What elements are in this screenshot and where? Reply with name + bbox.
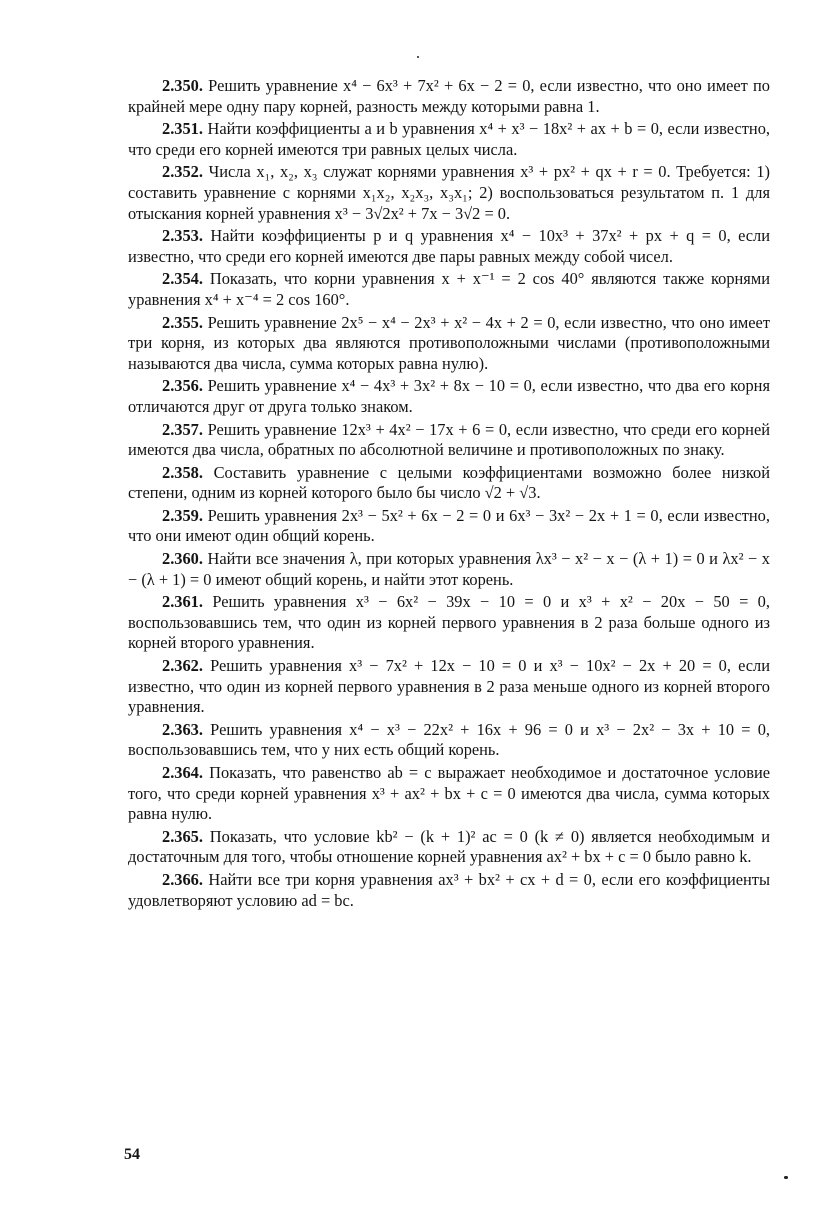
problem-number: 2.355. [162,312,203,332]
problem-list [128,76,770,911]
problem-number: 2.353. [162,226,203,246]
problem-text: Показать, что условие kb² − (k + 1)² ac = 0 (k ≠ 0) является необходимым и достаточным для того, чтобы отношение корней уравнения ax² + bx + c = 0 было равно k. [128,826,770,867]
problem-2-359 [128,506,770,547]
problem-number: 2.358. [162,462,203,482]
problem-2-353 [128,226,770,267]
page-number: 54 [124,1146,140,1163]
problem-text: Показать, что корни уравнения x + x⁻¹ = 2 cos 40° являются также корнями уравнения x⁴ + x⁻⁴ = 2 cos 160°. [128,269,770,309]
problem-text: Решить уравнение x⁴ − 4x³ + 3x² + 8x − 10 = 0, если известно, что два его корня отличаются друг от друга только знаком. [128,376,770,416]
problem-number: 2.364. [162,763,203,782]
problem-2-350 [128,76,770,117]
problem-text: Решить уравнения x³ − 6x² − 39x − 10 = 0 и x³ + x² − 20x − 50 = 0, воспользовавшись тем, что один из корней первого уравнения в 2 раза больше одного из корней второго уравнения. [128,592,770,653]
problem-2-357 [128,420,770,461]
problem-number: 2.362. [162,656,203,676]
problem-text: Решить уравнения x⁴ − x³ − 22x² + 16x + 96 = 0 и x³ − 2x² − 3x + 10 = 0, воспользовавшись тем, что у них есть общий корень. [128,719,770,760]
problem-text: Решить уравнение 12x³ + 4x² − 17x + 6 = 0, если известно, что среди его корней имеются два числа, обратных по абсолютной величине и противоположных по знаку. [128,419,770,460]
problem-text: Решить уравнение x⁴ − 6x³ + 7x² + 6x − 2 = 0, если известно, что оно имеет по крайней мере одну пару корней, разность между которыми равна 1. [128,76,770,116]
problem-number: 2.361. [162,592,203,612]
problem-2-351 [128,119,770,160]
problem-text: Найти коэффициенты a и b уравнения x⁴ + x³ − 18x² + ax + b = 0, если известно, что среди его корней имеются три равных целых числа. [128,119,770,159]
problem-2-352 [128,162,770,224]
problem-text: Решить уравнения x³ − 7x² + 12x − 10 = 0 и x³ − 10x² − 2x + 20 = 0, если известно, что один из корней первого уравнения в 2 раза меньше одного из корней второго уравнения. [128,656,770,717]
scan-speck [784,1176,788,1179]
problem-2-358 [128,463,770,504]
problem-2-363 [128,720,770,761]
problem-2-362 [128,656,770,718]
scan-speck [417,56,419,58]
problem-number: 2.365. [162,826,203,846]
problem-text: Составить уравнение с целыми коэффициентами возможно более низкой степени, одним из корней которого было бы число √2 + √3. [128,462,770,503]
problem-number: 2.359. [162,505,203,525]
problem-2-364 [128,763,770,825]
problem-text: Найти все три корня уравнения ax³ + bx² + cx + d = 0, если его коэффициенты удовлетворяют условию ad = bc. [128,869,770,910]
problem-number: 2.363. [162,719,203,739]
problem-text: Числа x₁, x₂, x₃ служат корнями уравнения x³ + px² + qx + r = 0. Требуется: 1) составить уравнение с корнями x₁x₂, x₂x₃, x₃x₁; 2) воспользоваться результатом п. 1 для отыскания корней уравнения x³ − 3√2x² + 7x − 3√2 = 0. [128,162,770,223]
problem-text: Решить уравнения 2x³ − 5x² + 6x − 2 = 0 и 6x³ − 3x² − 2x + 1 = 0, если известно, что они имеют один общий корень. [128,505,770,546]
problem-number: 2.351. [162,119,203,139]
problem-text: Решить уравнение 2x⁵ − x⁴ − 2x³ + x² − 4x + 2 = 0, если известно, что оно имеет три корня, из которых два являются противоположными числами (противоположными называются два числа, сумма которых равна нулю). [128,312,770,373]
problem-2-366 [128,870,770,911]
problem-2-365 [128,827,770,868]
problem-number: 2.356. [162,376,203,396]
problem-number: 2.354. [162,269,203,289]
problem-2-356 [128,376,770,417]
problem-2-355 [128,313,770,375]
problem-2-361 [128,592,770,654]
problem-number: 2.352. [162,162,203,182]
problem-text: Найти все значения λ, при которых уравнения λx³ − x² − x − (λ + 1) = 0 и λx² − x − (λ + 1) = 0 имеют общий корень, и найти этот корень. [128,549,770,589]
problem-number: 2.366. [162,869,203,889]
problem-2-354 [128,269,770,310]
problem-2-360 [128,549,770,590]
problem-number: 2.357. [162,419,203,439]
problem-number: 2.350. [162,76,203,95]
problem-text: Найти коэффициенты p и q уравнения x⁴ − 10x³ + 37x² + px + q = 0, если известно, что среди его корней имеются две пары равных между собой чисел. [128,226,770,266]
problem-text: Показать, что равенство ab = c выражает необходимое и достаточное условие того, что среди корней уравнения x³ + ax² + bx + c = 0 имеются два числа, сумма которых равна нулю. [128,763,770,824]
problem-number: 2.360. [162,549,203,569]
